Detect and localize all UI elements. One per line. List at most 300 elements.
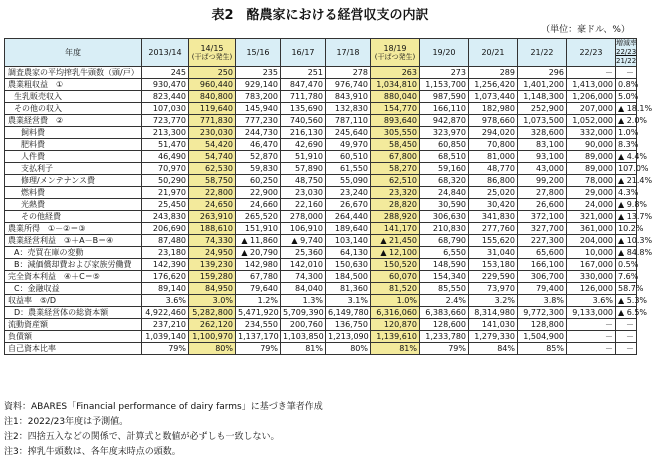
value-cell: 235 <box>236 67 281 79</box>
value-cell: 29,000 <box>567 187 616 199</box>
header-year: 21/22 <box>518 39 567 67</box>
row-label: 人件費 <box>5 151 142 163</box>
value-cell: 51,910 <box>281 151 326 163</box>
value-cell: 89,000 <box>567 151 616 163</box>
value-cell: 25,450 <box>142 199 189 211</box>
change-cell: － <box>616 67 637 79</box>
value-cell: 6,149,780 <box>326 307 371 319</box>
change-cell: ▲ 4.4% <box>616 151 637 163</box>
row-label: 完全資本利益 ④＋C＝⑤ <box>5 271 142 283</box>
table-row <box>5 223 637 235</box>
value-cell: 58,750 <box>189 175 236 187</box>
value-cell: 278 <box>326 67 371 79</box>
value-cell: 23,180 <box>142 247 189 259</box>
value-cell: 62,510 <box>371 175 420 187</box>
value-cell: 142,980 <box>236 259 281 271</box>
value-cell: 22,800 <box>189 187 236 199</box>
row-label: C：金融収益 <box>5 283 142 295</box>
value-cell: 227,300 <box>518 235 567 247</box>
table-row <box>5 307 637 319</box>
value-cell: 89,140 <box>142 283 189 295</box>
value-cell: 976,740 <box>326 79 371 91</box>
value-cell: 6,550 <box>420 247 469 259</box>
value-cell: 81,520 <box>371 283 420 295</box>
value-cell: 155,620 <box>469 235 518 247</box>
value-cell: 142,390 <box>142 259 189 271</box>
value-cell: 273 <box>420 67 469 79</box>
value-cell: 244,730 <box>236 127 281 139</box>
value-cell: 1,233,780 <box>420 331 469 343</box>
table-row <box>5 343 637 355</box>
note-2: 注2：四捨五入などの関係で、計算式と数値が必ずしも一致しない。 <box>4 432 280 442</box>
table-body <box>5 67 652 355</box>
value-cell: 229,590 <box>469 271 518 283</box>
value-cell: 277,760 <box>469 223 518 235</box>
table-row <box>5 283 637 295</box>
value-cell: ▲ 12,100 <box>371 247 420 259</box>
value-cell: 30,590 <box>420 199 469 211</box>
value-cell: 25,020 <box>469 187 518 199</box>
change-cell: 8.3% <box>616 139 637 151</box>
value-cell: 79,640 <box>236 283 281 295</box>
unit-note: （単位：豪ドル、%） <box>541 25 630 35</box>
change-cell: ▲ 84.8% <box>616 247 637 259</box>
value-cell: 58,270 <box>371 163 420 175</box>
value-cell: 27,800 <box>518 187 567 199</box>
value-cell: 62,530 <box>189 163 236 175</box>
value-cell: 86,800 <box>469 175 518 187</box>
value-cell: 207,000 <box>567 103 616 115</box>
value-cell: 880,040 <box>371 91 420 103</box>
value-cell: 49,970 <box>326 139 371 151</box>
table-row <box>5 271 637 283</box>
value-cell: 79% <box>420 343 469 355</box>
value-cell: － <box>567 331 616 343</box>
value-cell: 85% <box>518 343 567 355</box>
value-cell: 960,440 <box>189 79 236 91</box>
value-cell: 26,600 <box>518 199 567 211</box>
value-cell: 159,280 <box>189 271 236 283</box>
value-cell: 93,100 <box>518 151 567 163</box>
table-row <box>5 211 637 223</box>
value-cell: 9,133,000 <box>567 307 616 319</box>
value-cell: 28,820 <box>371 199 420 211</box>
value-cell: 24,950 <box>189 247 236 259</box>
value-cell: 1,039,140 <box>142 331 189 343</box>
value-cell: 150,630 <box>326 259 371 271</box>
change-cell: ▲ 13.7% <box>616 211 637 223</box>
value-cell: 1,401,200 <box>518 79 567 91</box>
value-cell: 182,980 <box>469 103 518 115</box>
table-row <box>5 247 637 259</box>
value-cell: 52,870 <box>236 151 281 163</box>
table-row <box>5 235 637 247</box>
row-label: 修理/メンテナンス費 <box>5 175 142 187</box>
value-cell: 6,383,660 <box>420 307 469 319</box>
value-cell: 978,660 <box>469 115 518 127</box>
change-cell: － <box>616 343 637 355</box>
value-cell: 107,030 <box>142 103 189 115</box>
value-cell: 67,800 <box>371 151 420 163</box>
value-cell: 31,040 <box>469 247 518 259</box>
value-cell: 150,520 <box>371 259 420 271</box>
value-cell: 48,770 <box>469 163 518 175</box>
header-year: 20/21 <box>469 39 518 67</box>
value-cell: 24,840 <box>420 187 469 199</box>
value-cell: 103,140 <box>326 235 371 247</box>
value-cell: 328,600 <box>518 127 567 139</box>
row-label: A：売買在庫の変動 <box>5 247 142 259</box>
value-cell: 306,630 <box>420 211 469 223</box>
value-cell: 153,180 <box>469 259 518 271</box>
value-cell: 141,170 <box>371 223 420 235</box>
value-cell: 55,090 <box>326 175 371 187</box>
value-cell: 942,870 <box>420 115 469 127</box>
value-cell: 330,000 <box>567 271 616 283</box>
value-cell: 251 <box>281 67 326 79</box>
table-row <box>5 331 637 343</box>
row-label: 収益率 ⑤/D <box>5 295 142 307</box>
value-cell: 3.8% <box>518 295 567 307</box>
value-cell: 142,010 <box>281 259 326 271</box>
table-row <box>5 175 637 187</box>
row-label: 生乳販売収入 <box>5 91 142 103</box>
row-label: 光熱費 <box>5 199 142 211</box>
change-cell: 4.3% <box>616 187 637 199</box>
value-cell: 263,910 <box>189 211 236 223</box>
notes <box>4 400 323 460</box>
value-cell: 167,000 <box>567 259 616 271</box>
change-cell: ▲ 5.3% <box>616 295 637 307</box>
value-cell: 213,300 <box>142 127 189 139</box>
value-cell: 278,000 <box>281 211 326 223</box>
value-cell: 1,153,700 <box>420 79 469 91</box>
table-row <box>5 103 637 115</box>
value-cell: 22,160 <box>281 199 326 211</box>
value-cell: 30,420 <box>469 199 518 211</box>
table-row <box>5 163 637 175</box>
value-cell: ▲ 21,450 <box>371 235 420 247</box>
value-cell: 323,970 <box>420 127 469 139</box>
header-year: 16/17 <box>281 39 326 67</box>
value-cell: 79,400 <box>518 283 567 295</box>
value-cell: 1,213,090 <box>326 331 371 343</box>
value-cell: 85,550 <box>420 283 469 295</box>
value-cell: 930,470 <box>142 79 189 91</box>
value-cell: 74,300 <box>281 271 326 283</box>
value-cell: 106,910 <box>281 223 326 235</box>
value-cell: 128,600 <box>420 319 469 331</box>
value-cell: 372,100 <box>518 211 567 223</box>
value-cell: 987,590 <box>420 91 469 103</box>
value-cell: 59,830 <box>236 163 281 175</box>
value-cell: ▲ 9,740 <box>281 235 326 247</box>
value-cell: 306,700 <box>518 271 567 283</box>
value-cell: 81,000 <box>469 151 518 163</box>
value-cell: 3.6% <box>567 295 616 307</box>
value-cell: 70,800 <box>469 139 518 151</box>
value-cell: 1,148,300 <box>518 91 567 103</box>
value-cell: 787,110 <box>326 115 371 127</box>
value-cell: 81,360 <box>326 283 371 295</box>
change-cell: 7.6% <box>616 271 637 283</box>
header-year: 2013/14 <box>142 39 189 67</box>
value-cell: 893,640 <box>371 115 420 127</box>
change-cell: ▲ 21.4% <box>616 175 637 187</box>
farm-income-table <box>4 38 652 355</box>
header-item: 年度 <box>5 39 142 67</box>
value-cell: 89,000 <box>567 163 616 175</box>
value-cell: 250 <box>189 67 236 79</box>
change-cell: 1.0% <box>616 127 637 139</box>
value-cell: 184,500 <box>326 271 371 283</box>
header-year: 15/16 <box>236 39 281 67</box>
value-cell: 84% <box>469 343 518 355</box>
value-cell: 42,690 <box>281 139 326 151</box>
value-cell: 139,230 <box>189 259 236 271</box>
value-cell: 243,830 <box>142 211 189 223</box>
row-label: B：減価償却費および家族労働費 <box>5 259 142 271</box>
value-cell: 1.2% <box>236 295 281 307</box>
value-cell: 847,470 <box>281 79 326 91</box>
value-cell: 361,000 <box>567 223 616 235</box>
table-title: 表2 酪農家における経営収支の内訳 <box>211 8 429 23</box>
value-cell: 154,340 <box>420 271 469 283</box>
value-cell: 90,000 <box>567 139 616 151</box>
change-cell: 58.7% <box>616 283 637 295</box>
value-cell: 1,256,420 <box>469 79 518 91</box>
value-cell: 166,100 <box>518 259 567 271</box>
change-cell: 0.5% <box>616 259 637 271</box>
table-row <box>5 67 637 79</box>
row-label: その他経費 <box>5 211 142 223</box>
row-label: 自己資本比率 <box>5 343 142 355</box>
table-row <box>5 295 637 307</box>
value-cell: 119,640 <box>189 103 236 115</box>
value-cell: 777,230 <box>236 115 281 127</box>
value-cell: 332,000 <box>567 127 616 139</box>
value-cell: 740,560 <box>281 115 326 127</box>
source-note: 資料：ABARES「Financial performance of dairy farms」に基づき筆者作成 <box>4 402 323 412</box>
value-cell: 60,250 <box>236 175 281 187</box>
value-cell: 1,103,850 <box>281 331 326 343</box>
value-cell: 22,900 <box>236 187 281 199</box>
value-cell: 24,000 <box>567 199 616 211</box>
row-label: 流動資産額 <box>5 319 142 331</box>
value-cell: 176,620 <box>142 271 189 283</box>
value-cell: 128,800 <box>518 319 567 331</box>
change-cell: 0.8% <box>616 79 637 91</box>
change-cell: － <box>616 319 637 331</box>
value-cell: 80% <box>189 343 236 355</box>
header-change: 増減率 22/23 21/22 <box>616 39 637 65</box>
value-cell: 84,040 <box>281 283 326 295</box>
value-cell: 1,139,610 <box>371 331 420 343</box>
value-cell: 5,282,800 <box>189 307 236 319</box>
value-cell: 68,320 <box>420 175 469 187</box>
change-cell: 5.0% <box>616 91 637 103</box>
value-cell: 135,690 <box>281 103 326 115</box>
header-year: 17/18 <box>326 39 371 67</box>
row-label: 農業経営利益 ③＋A－B＝④ <box>5 235 142 247</box>
value-cell: 59,160 <box>420 163 469 175</box>
value-cell: 5,471,920 <box>236 307 281 319</box>
value-cell: － <box>567 319 616 331</box>
change-cell: ▲ 18.1% <box>616 103 637 115</box>
value-cell: 783,200 <box>236 91 281 103</box>
value-cell: 327,700 <box>518 223 567 235</box>
value-cell: 60,070 <box>371 271 420 283</box>
value-cell: 321,000 <box>567 211 616 223</box>
value-cell: － <box>567 67 616 79</box>
value-cell: 1,052,000 <box>567 115 616 127</box>
table-row <box>5 319 637 331</box>
value-cell: 65,600 <box>518 247 567 259</box>
value-cell: 57,890 <box>281 163 326 175</box>
value-cell: 6,316,060 <box>371 307 420 319</box>
value-cell: 84,950 <box>189 283 236 295</box>
value-cell: ▲ 11,860 <box>236 235 281 247</box>
value-cell: 1.3% <box>281 295 326 307</box>
value-cell: 840,800 <box>189 91 236 103</box>
row-label: 農業所得 ①－②＝③ <box>5 223 142 235</box>
value-cell: 1.0% <box>371 295 420 307</box>
row-label: 支払利子 <box>5 163 142 175</box>
value-cell: 262,120 <box>189 319 236 331</box>
value-cell: 3.1% <box>326 295 371 307</box>
note-1: 注1：2022/23年度は予測値。 <box>4 417 129 427</box>
header-year: 22/23 <box>567 39 616 67</box>
value-cell: 294,020 <box>469 127 518 139</box>
change-cell: ▲ 9.8% <box>616 199 637 211</box>
value-cell: 79% <box>236 343 281 355</box>
value-cell: 51,470 <box>142 139 189 151</box>
table-row <box>5 91 637 103</box>
value-cell: 288,920 <box>371 211 420 223</box>
value-cell: 23,320 <box>371 187 420 199</box>
value-cell: 70,970 <box>142 163 189 175</box>
value-cell: 67,780 <box>236 271 281 283</box>
value-cell: 60,510 <box>326 151 371 163</box>
value-cell: 81% <box>281 343 326 355</box>
row-label: 肥料費 <box>5 139 142 151</box>
value-cell: 843,910 <box>326 91 371 103</box>
value-cell: 24,660 <box>236 199 281 211</box>
header-year: 18/19 (干ばつ発生) <box>371 39 420 67</box>
value-cell: 1,073,440 <box>469 91 518 103</box>
value-cell: 711,780 <box>281 91 326 103</box>
change-cell: ▲ 10.3% <box>616 235 637 247</box>
row-label: 飼料費 <box>5 127 142 139</box>
value-cell: 1,073,500 <box>518 115 567 127</box>
value-cell: 151,910 <box>236 223 281 235</box>
header-row <box>5 39 637 67</box>
value-cell: 1,100,970 <box>189 331 236 343</box>
value-cell: 148,590 <box>420 259 469 271</box>
row-label: 調査農家の平均搾乳牛頭数（頭/戸） <box>5 67 142 79</box>
value-cell: 1,137,170 <box>236 331 281 343</box>
value-cell: 58,450 <box>371 139 420 151</box>
value-cell: 2.4% <box>420 295 469 307</box>
value-cell: 23,240 <box>326 187 371 199</box>
value-cell: 87,480 <box>142 235 189 247</box>
row-label: 燃料費 <box>5 187 142 199</box>
header-year: 14/15 (干ばつ発生) <box>189 39 236 67</box>
value-cell: 230,030 <box>189 127 236 139</box>
value-cell: 24,650 <box>189 199 236 211</box>
value-cell: 1,034,810 <box>371 79 420 91</box>
table-row <box>5 127 637 139</box>
value-cell: 46,470 <box>236 139 281 151</box>
value-cell: 9,772,300 <box>518 307 567 319</box>
row-label: 負債額 <box>5 331 142 343</box>
value-cell: 264,440 <box>326 211 371 223</box>
table-row <box>5 259 637 271</box>
change-cell: ▲ 2.0% <box>616 115 637 127</box>
value-cell: 120,870 <box>371 319 420 331</box>
row-label: D：農業経営体の総資本額 <box>5 307 142 319</box>
table-row <box>5 187 637 199</box>
row-label: 農業粗収益 ① <box>5 79 142 91</box>
value-cell: 289 <box>469 67 518 79</box>
value-cell: 145,940 <box>236 103 281 115</box>
value-cell: 3.2% <box>469 295 518 307</box>
value-cell: 99,200 <box>518 175 567 187</box>
table-row <box>5 115 637 127</box>
value-cell: 341,830 <box>469 211 518 223</box>
value-cell: 5,709,390 <box>281 307 326 319</box>
value-cell: 1,413,000 <box>567 79 616 91</box>
value-cell: 64,130 <box>326 247 371 259</box>
value-cell: 189,640 <box>326 223 371 235</box>
value-cell: 132,830 <box>326 103 371 115</box>
value-cell: 210,830 <box>420 223 469 235</box>
value-cell: 60,850 <box>420 139 469 151</box>
value-cell: 50,290 <box>142 175 189 187</box>
value-cell: 74,330 <box>189 235 236 247</box>
value-cell: 126,000 <box>567 283 616 295</box>
value-cell: 3.0% <box>189 295 236 307</box>
value-cell: 771,830 <box>189 115 236 127</box>
value-cell: 929,140 <box>236 79 281 91</box>
table-row <box>5 151 637 163</box>
value-cell: 25,360 <box>281 247 326 259</box>
value-cell: 204,000 <box>567 235 616 247</box>
row-label: 農業経営費 ② <box>5 115 142 127</box>
value-cell: 265,520 <box>236 211 281 223</box>
value-cell: 245 <box>142 67 189 79</box>
value-cell: 54,740 <box>189 151 236 163</box>
value-cell: 8,314,980 <box>469 307 518 319</box>
value-cell: 43,000 <box>518 163 567 175</box>
value-cell: 1,504,900 <box>518 331 567 343</box>
value-cell: 78,000 <box>567 175 616 187</box>
value-cell: 154,770 <box>371 103 420 115</box>
header-year: 19/20 <box>420 39 469 67</box>
value-cell: 68,790 <box>420 235 469 247</box>
value-cell: 46,490 <box>142 151 189 163</box>
value-cell: 263 <box>371 67 420 79</box>
table-row <box>5 199 637 211</box>
change-cell: 10.2% <box>616 223 637 235</box>
value-cell: 245,640 <box>326 127 371 139</box>
value-cell: 252,900 <box>518 103 567 115</box>
change-cell: － <box>616 331 637 343</box>
value-cell: － <box>567 343 616 355</box>
value-cell: 81% <box>371 343 420 355</box>
value-cell: 73,970 <box>469 283 518 295</box>
value-cell: 1,279,330 <box>469 331 518 343</box>
